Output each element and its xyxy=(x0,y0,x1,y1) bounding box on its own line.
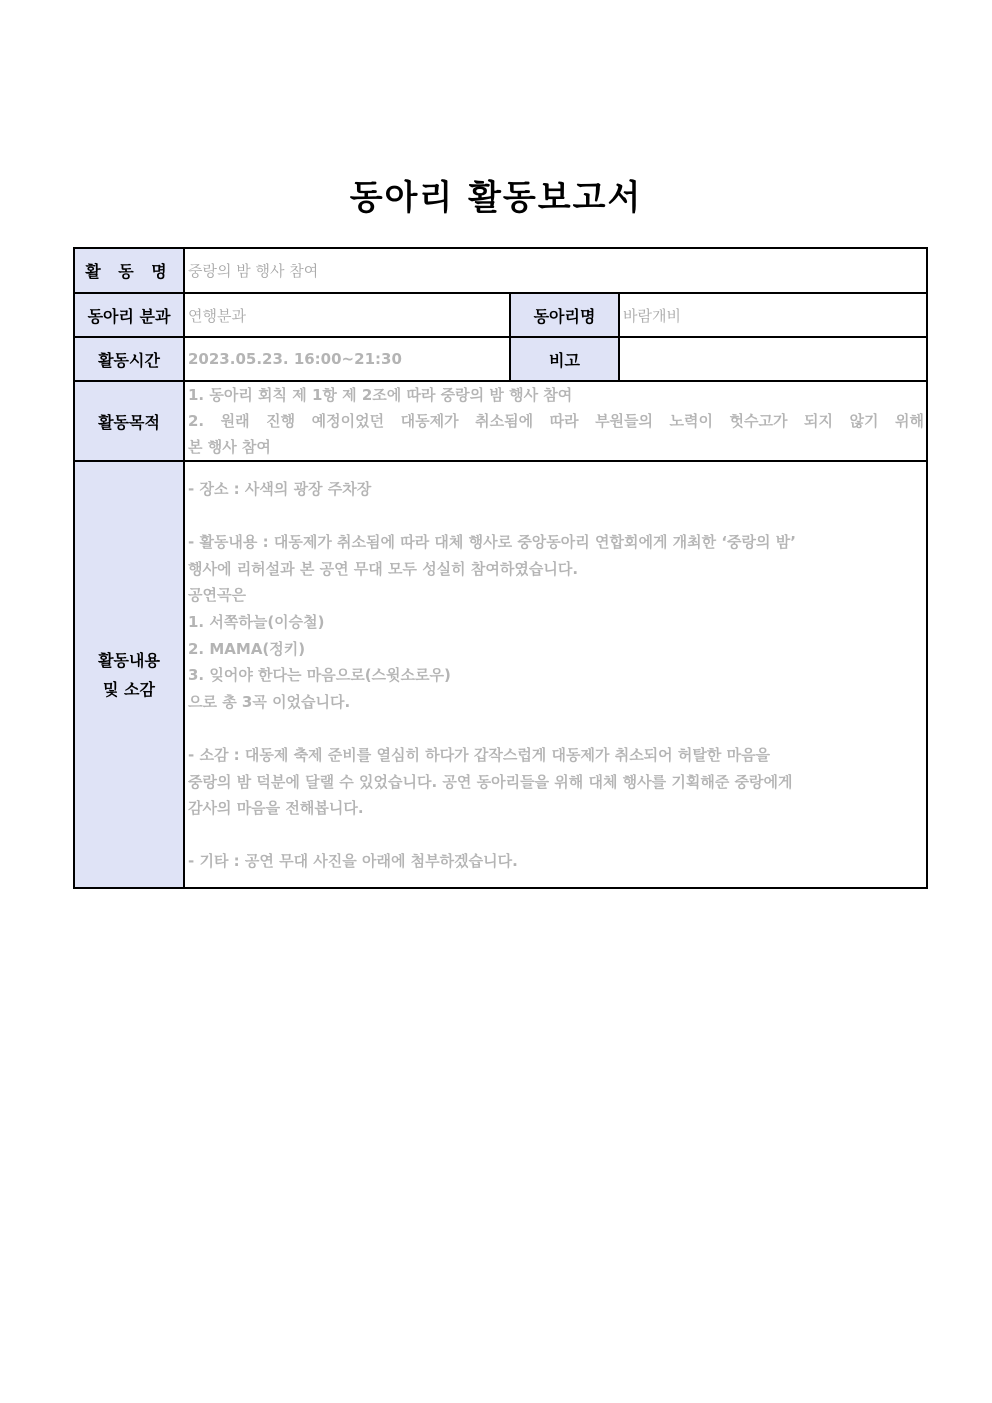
row-content xyxy=(74,461,927,888)
content-line: - 활동내용 : 대동제가 취소됨에 따라 대체 행사로 중앙동아리 연합회에게 개최한 ‘중랑의 밤’ xyxy=(188,533,796,552)
club-name-value[interactable]: 바람개비 xyxy=(619,293,927,337)
activity-name-value[interactable]: 중랑의 밤 행사 참여 xyxy=(184,248,927,293)
activity-time-label: 활동시간 xyxy=(74,337,184,381)
document-title: 동아리 활동보고서 xyxy=(349,178,643,218)
content-line: 2. MAMA(정키) xyxy=(188,639,306,658)
content-blank-line xyxy=(188,503,926,530)
remarks-value[interactable] xyxy=(619,337,927,381)
content-line: 공연곡은 xyxy=(188,586,246,605)
club-name-label: 동아리명 xyxy=(510,293,619,337)
remarks-label: 비고 xyxy=(510,337,619,381)
content-line: 행사에 리허설과 본 공연 무대 모두 성실히 참여하였습니다. xyxy=(188,559,579,578)
content-line: - 소감 : 대동제 축제 준비를 열심히 하다가 갑작스럽게 대동제가 취소되어 허탈한 마음을 xyxy=(188,745,771,764)
purpose-label: 활동목적 xyxy=(74,381,184,461)
content-line: 3. 잊어야 한다는 마음으로(스윗소로우) xyxy=(188,666,451,685)
club-division-value[interactable]: 연행분과 xyxy=(184,293,510,337)
content-label-line-1: 활동내용 xyxy=(98,650,160,670)
activity-name-label: 활 동 명 xyxy=(74,248,184,293)
club-division-label: 동아리 분과 xyxy=(74,293,184,337)
content-text-block xyxy=(185,462,926,887)
purpose-value[interactable] xyxy=(184,381,927,461)
content-value[interactable] xyxy=(184,461,927,888)
content-line: 으로 총 3곡 이었습니다. xyxy=(188,692,351,711)
activity-report-table xyxy=(73,247,928,889)
purpose-line-2: 2. 원래 진행 예정이었던 대동제가 취소됨에 따라 부원들의 노력이 헛수고가 되지 않기 위해 xyxy=(188,412,924,430)
content-line: - 기타 : 공연 무대 사진을 아래에 첨부하겠습니다. xyxy=(188,852,518,871)
content-blank-line xyxy=(188,715,926,742)
row-activity-name xyxy=(74,248,927,293)
row-club-division xyxy=(74,293,927,337)
purpose-line-3: 본 행사 참여 xyxy=(188,438,271,456)
content-label xyxy=(74,461,184,888)
purpose-line-1: 1. 동아리 회칙 제 1항 제 2조에 따라 중랑의 밤 행사 참여 xyxy=(188,386,573,404)
content-line: 중랑의 밤 덕분에 달랠 수 있었습니다. 공연 동아리들을 위해 대체 행사를 기획해준 중랑에게 xyxy=(188,772,793,791)
content-blank-line xyxy=(188,822,926,849)
content-line: 1. 서쪽하늘(이승철) xyxy=(188,612,325,631)
row-purpose xyxy=(74,381,927,461)
row-activity-time xyxy=(74,337,927,381)
content-line: - 장소 : 사색의 광장 주차장 xyxy=(188,480,372,498)
content-label-line-2: 및 소감 xyxy=(103,679,155,699)
content-line: 감사의 마음을 전해봅니다. xyxy=(188,799,364,818)
activity-time-value[interactable]: 2023.05.23. 16:00~21:30 xyxy=(184,337,510,381)
